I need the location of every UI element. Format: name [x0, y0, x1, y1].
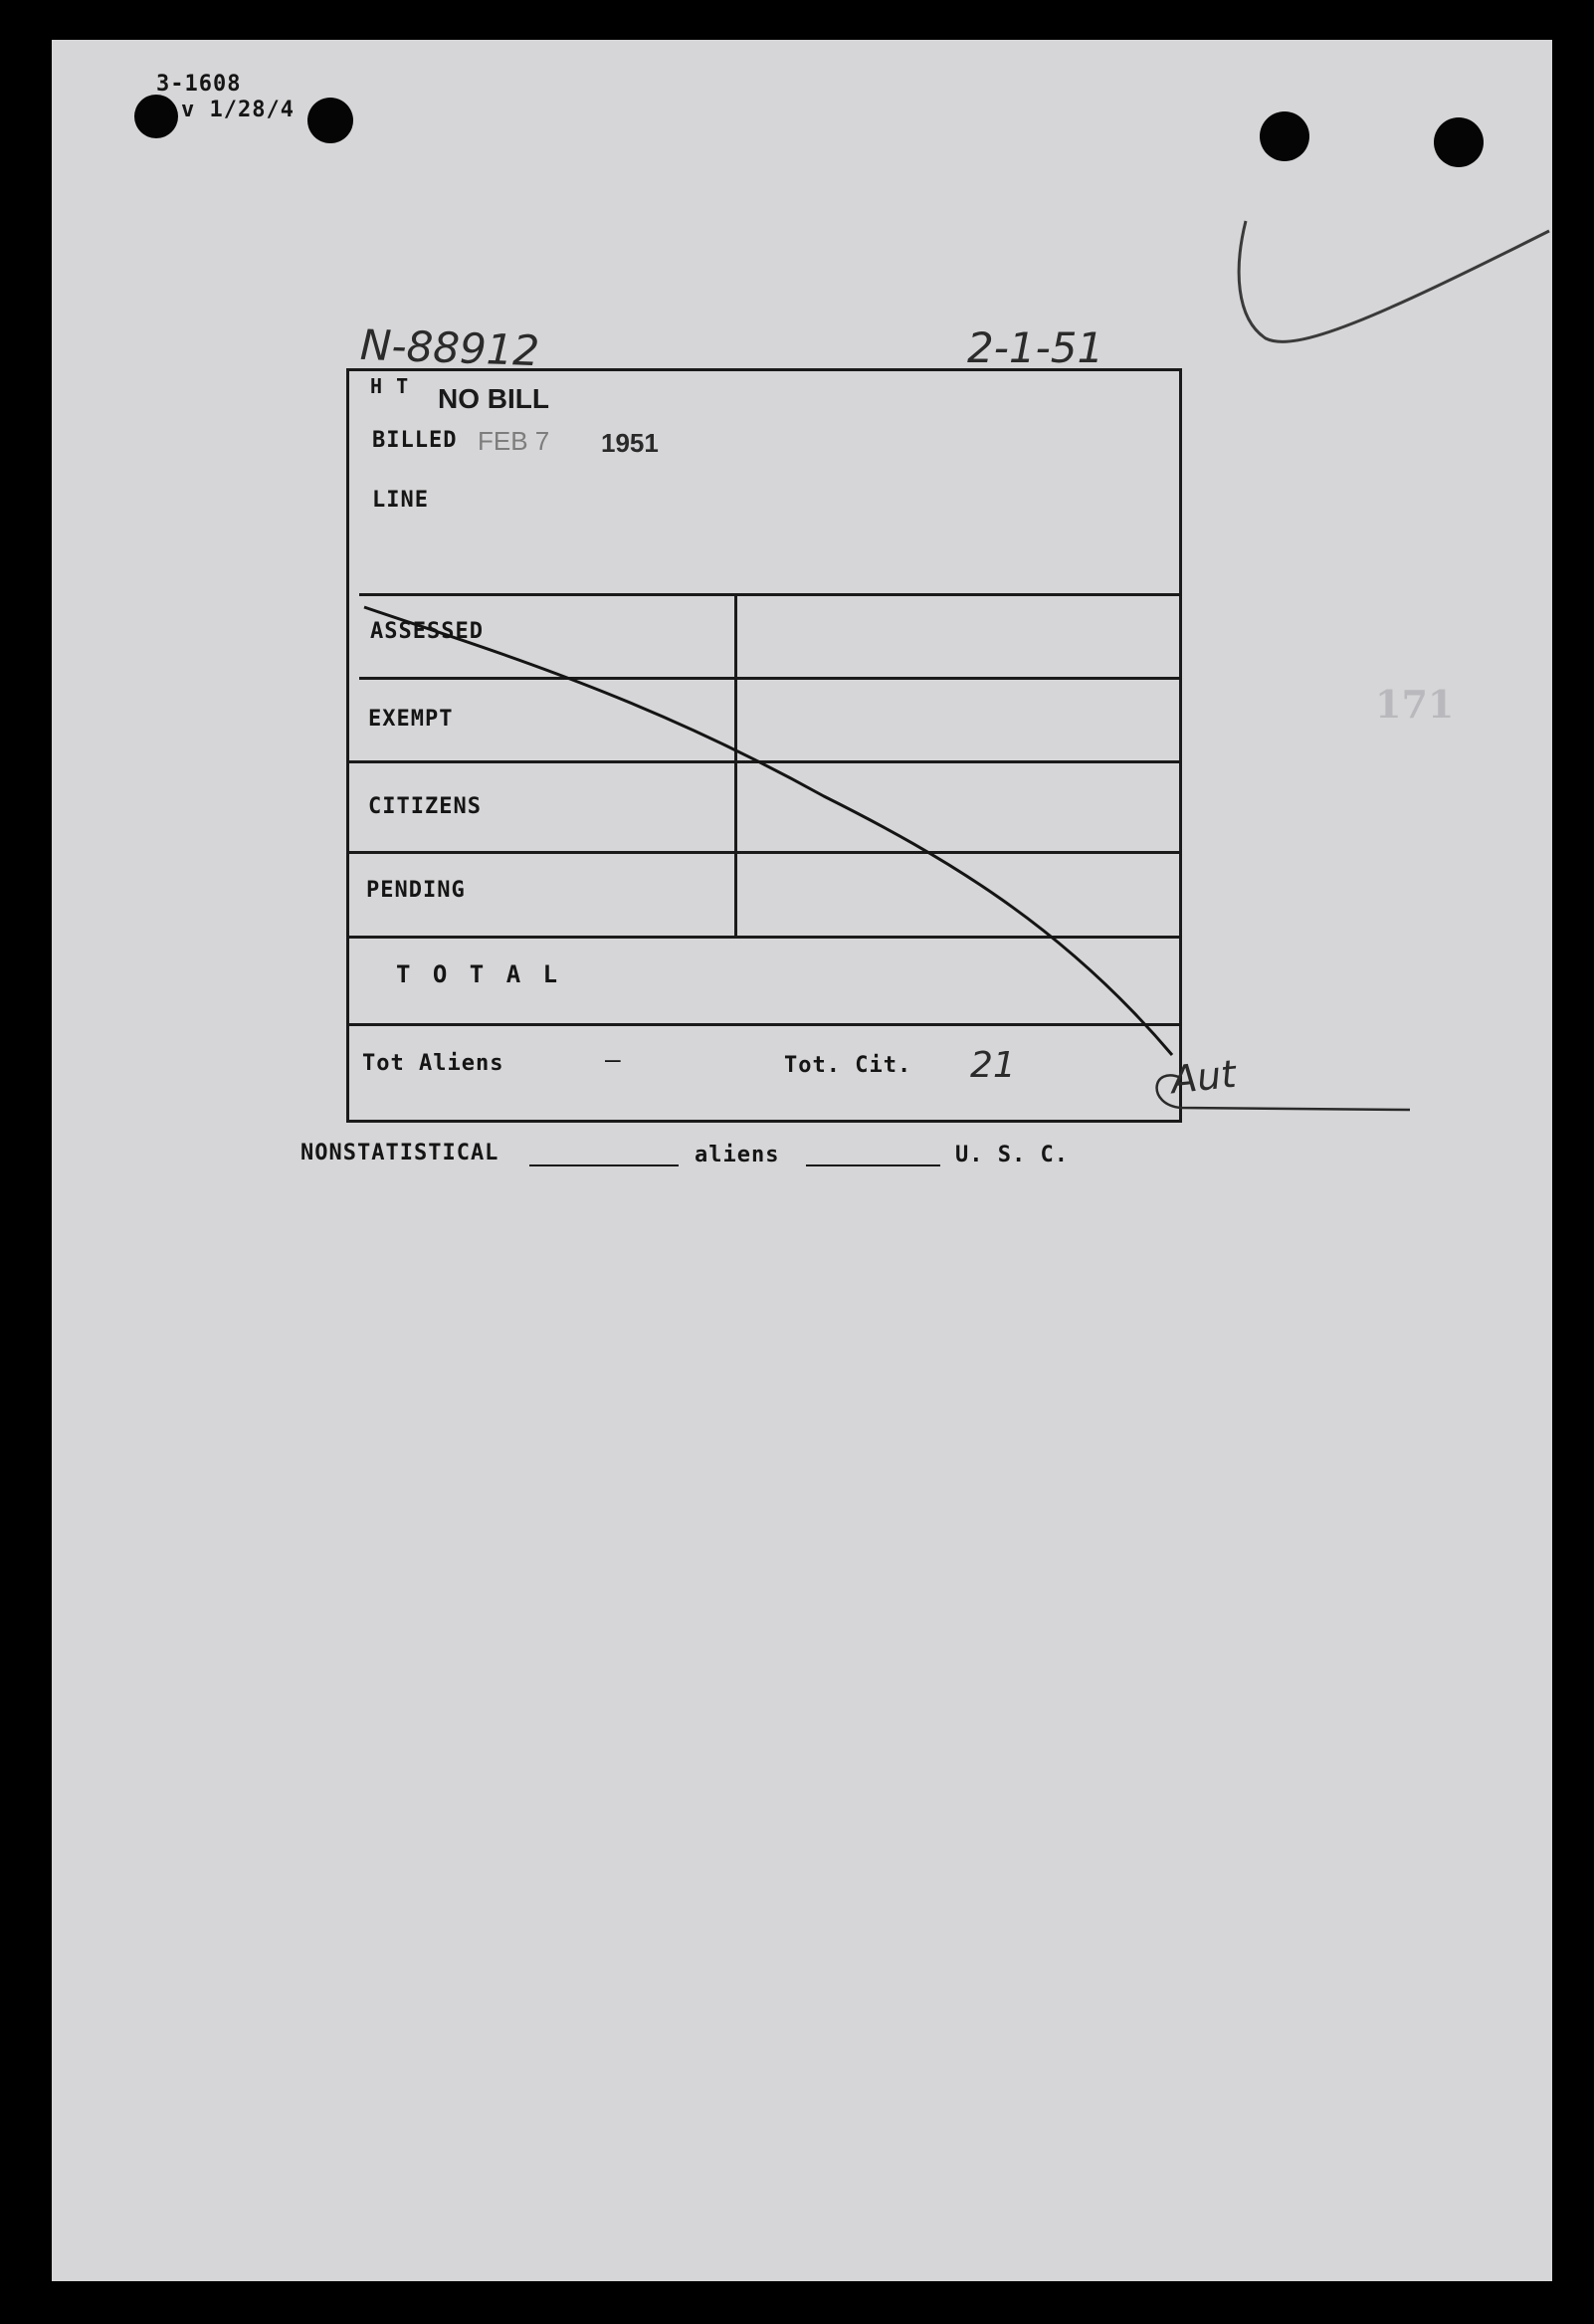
row-label-citizens: CITIZENS: [368, 794, 482, 819]
row-label-exempt: EXEMPT: [368, 707, 454, 732]
row-label-assessed: ASSESSED: [370, 619, 484, 644]
billed-date-stamp: FEB 7: [478, 426, 550, 456]
row-label-pending: PENDING: [366, 878, 466, 903]
nonstatistical-label: NONSTATISTICAL: [300, 1141, 499, 1165]
no-bill-stamp: NO BILL: [438, 383, 549, 414]
check-mark-icon: [1226, 209, 1554, 408]
form-number: 3-1608: [156, 72, 242, 97]
ht-label: H T: [370, 374, 410, 398]
page-number-stamp: 171: [1375, 682, 1455, 727]
nonstat-blank-1: [529, 1164, 679, 1166]
usc-label: U. S. C.: [955, 1143, 1069, 1167]
form-revision: v 1/28/4: [181, 98, 295, 122]
punch-hole-right-2: [1434, 117, 1484, 167]
nonstat-blank-2: [806, 1164, 940, 1166]
handwritten-initials: Aut: [1168, 1051, 1239, 1103]
total-label: T O T A L: [396, 960, 562, 988]
tot-cit-label: Tot. Cit.: [784, 1053, 912, 1078]
handwritten-case-number: N-88912: [359, 319, 540, 376]
handwritten-date: 2-1-51: [967, 323, 1104, 372]
billed-label: BILLED: [372, 428, 458, 453]
line-label: LINE: [372, 488, 429, 513]
punch-hole-left-1: [134, 95, 178, 138]
aliens-label: aliens: [695, 1143, 780, 1167]
handwritten-cit-count: 21: [970, 1045, 1016, 1086]
tot-aliens-value: —: [605, 1045, 622, 1075]
billed-year-stamp: 1951: [601, 428, 659, 458]
punch-hole-right-1: [1260, 111, 1309, 161]
document-page: [52, 40, 1552, 2281]
tot-aliens-label: Tot Aliens: [362, 1051, 504, 1076]
punch-hole-left-2: [307, 98, 353, 143]
diagonal-strike: [346, 368, 1182, 1123]
initials-underline: [1141, 1050, 1420, 1120]
